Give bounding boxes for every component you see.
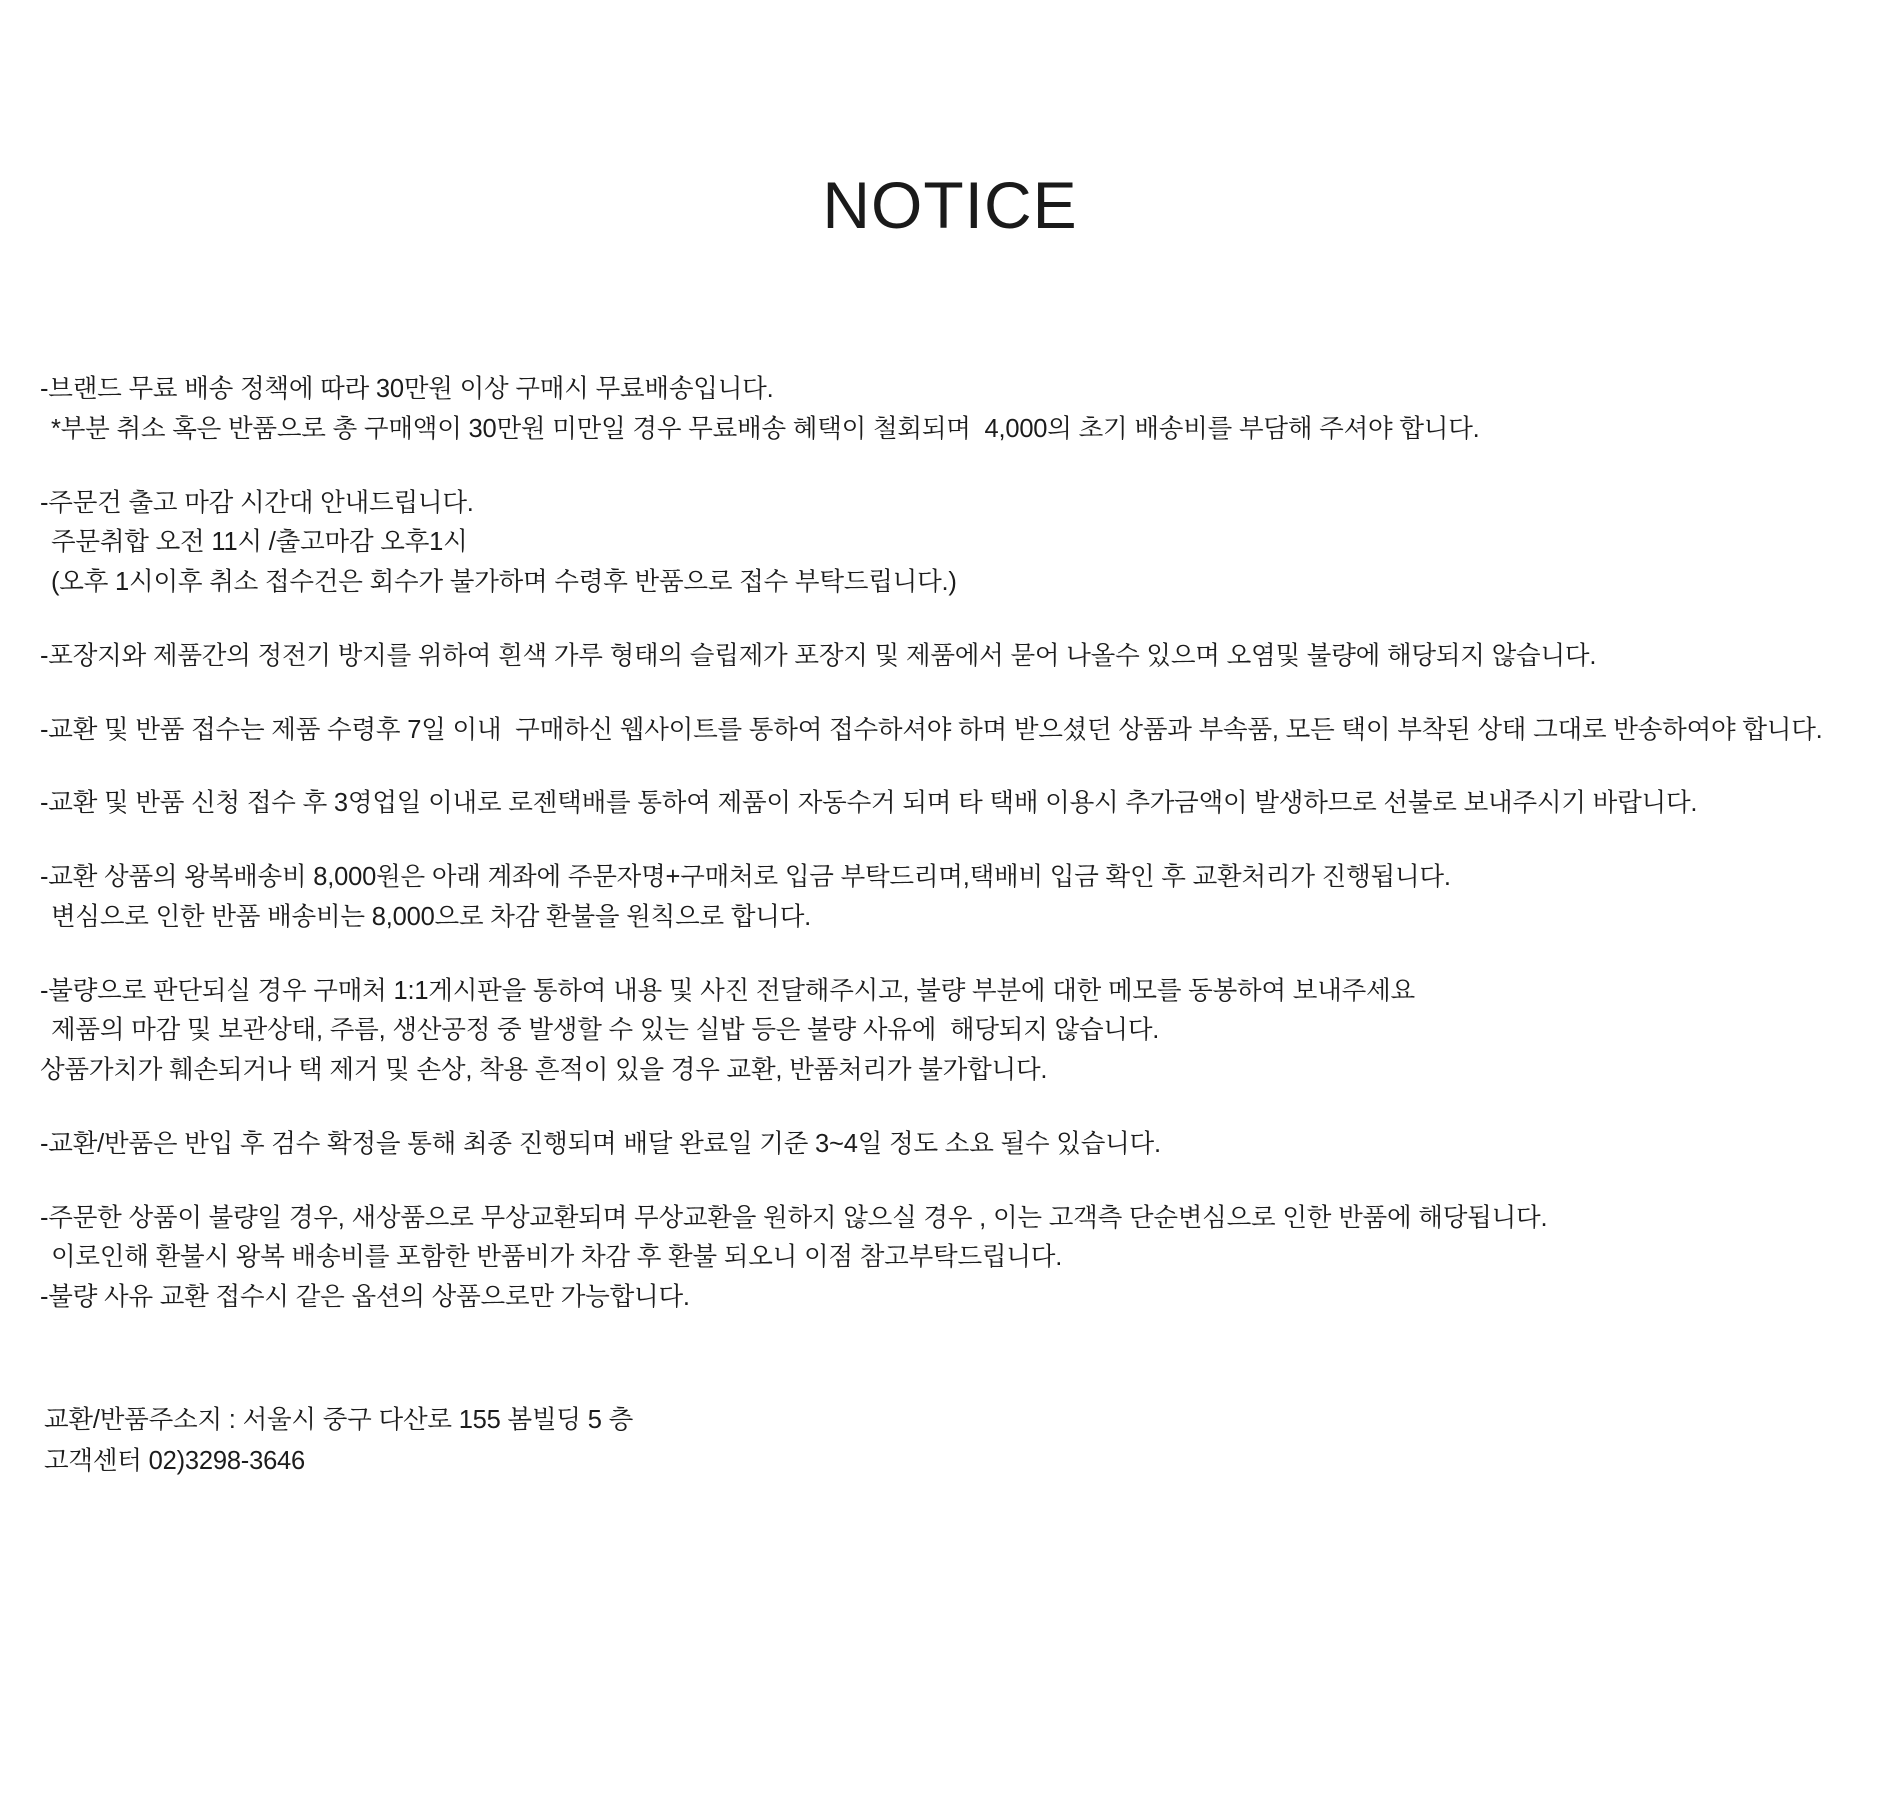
notice-line: -불량으로 판단되실 경우 구매처 1:1게시판을 통하여 내용 및 사진 전달해주시고, 불량 부분에 대한 메모를 동봉하여 보내주세요 bbox=[40, 976, 1415, 1005]
notice-line: -교환 및 반품 접수는 제품 수령후 7일 이내 구매하신 웹사이트를 통하여 접수하셔야 하며 받으셨던 상품과 부속품, 모든 택이 부착된 상태 그대로 반송하여야 합니다. bbox=[40, 715, 1823, 744]
customer-center-phone: 고객센터 02)3298-3646 bbox=[44, 1447, 306, 1476]
paragraph-exchange-fee bbox=[40, 858, 1870, 938]
notice-line: 주문취합 오전 11시 /출고마감 오후1시 bbox=[51, 528, 468, 557]
return-address: 교환/반품주소지 : 서울시 중구 다산로 155 봄빌딩 5 층 bbox=[44, 1406, 634, 1434]
notice-line: 상품가치가 훼손되거나 택 제거 및 손상, 착용 흔적이 있을 경우 교환, 반품처리가 불가합니다. bbox=[40, 1056, 1048, 1085]
notice-footer bbox=[44, 1400, 1844, 1483]
paragraph-defect-report bbox=[40, 972, 1870, 1091]
page-title: NOTICE bbox=[822, 168, 1078, 243]
paragraph-inspection-duration bbox=[40, 1125, 1870, 1165]
notice-line: -불량 사유 교환 접수시 같은 옵션의 상품으로만 가능합니다. bbox=[40, 1283, 690, 1312]
paragraph-pickup-courier bbox=[40, 784, 1870, 824]
notice-line: 제품의 마감 및 보관상태, 주름, 생산공정 중 발생할 수 있는 실밥 등은 불량 사유에 해당되지 않습니다. bbox=[51, 1016, 1160, 1045]
notice-line: *부분 취소 혹은 반품으로 총 구매액이 30만원 미만일 경우 무료배송 혜택이 철회되며 4,000의 초기 배송비를 부담해 주셔야 합니다. bbox=[51, 414, 1480, 443]
notice-line: -교환 및 반품 신청 접수 후 3영업일 이내로 로젠택배를 통하여 제품이 자동수거 되며 타 택배 이용시 추가금액이 발생하므로 선불로 보내주시기 바랍니다. bbox=[40, 789, 1698, 818]
notice-line: -주문한 상품이 불량일 경우, 새상품으로 무상교환되며 무상교환을 원하지 않으실 경우 , 이는 고객측 단순변심으로 인한 반품에 해당됩니다. bbox=[40, 1203, 1548, 1232]
notice-line: 이로인해 환불시 왕복 배송비를 포함한 반품비가 차감 후 환불 되오니 이점 참고부탁드립니다. bbox=[51, 1243, 1063, 1272]
notice-line: -브랜드 무료 배송 정책에 따라 30만원 이상 구매시 무료배송입니다. bbox=[40, 375, 774, 403]
notice-line: -교환 상품의 왕복배송비 8,000원은 아래 계좌에 주문자명+구매처로 입금 부탁드리며,택배비 입금 확인 후 교환처리가 진행됩니다. bbox=[40, 863, 1451, 892]
notice-line: 변심으로 인한 반품 배송비는 8,000으로 차감 환불을 원칙으로 합니다. bbox=[51, 902, 812, 931]
paragraph-static-powder bbox=[40, 637, 1870, 677]
paragraph-defective-item-exchange bbox=[40, 1199, 1870, 1318]
notice-line: (오후 1시이후 취소 접수건은 회수가 불가하며 수령후 반품으로 접수 부탁드립니다.) bbox=[51, 568, 957, 597]
notice-line: -주문건 출고 마감 시간대 안내드립니다. bbox=[40, 488, 474, 517]
paragraph-shipping-policy bbox=[40, 370, 1870, 450]
paragraph-order-cutoff bbox=[40, 484, 1870, 603]
notice-line: -포장지와 제품간의 정전기 방지를 위하여 흰색 가루 형태의 슬립제가 포장지 및 제품에서 묻어 나올수 있으며 오염및 불량에 해당되지 않습니다. bbox=[40, 641, 1597, 670]
notice-body bbox=[40, 370, 1870, 1318]
paragraph-exchange-return-period bbox=[40, 711, 1870, 751]
notice-line: -교환/반품은 반입 후 검수 확정을 통해 최종 진행되며 배달 완료일 기준 3~4일 정도 소요 될수 있습니다. bbox=[40, 1129, 1161, 1158]
